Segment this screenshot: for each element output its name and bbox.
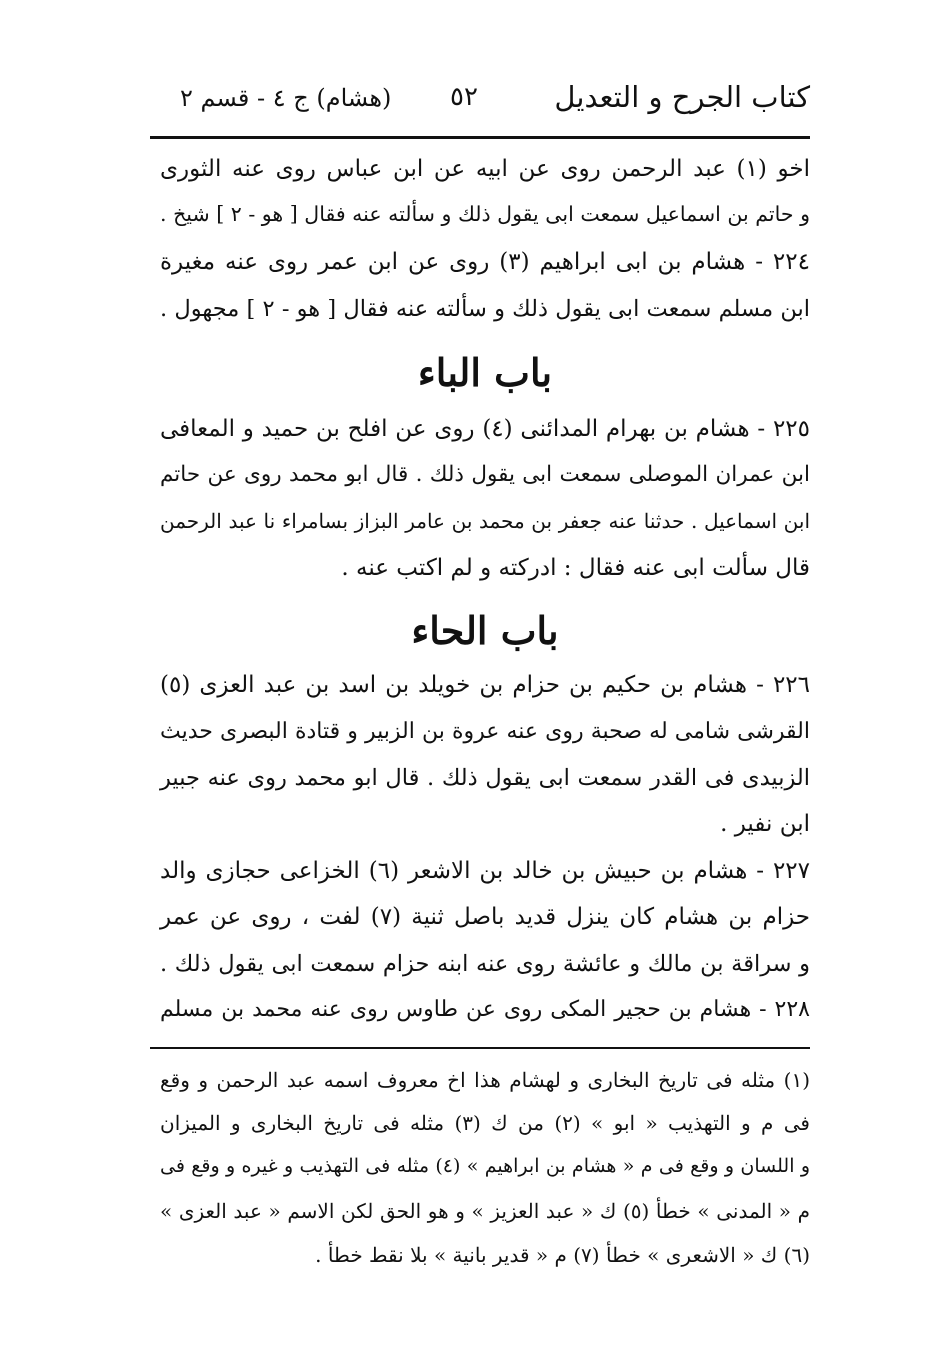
footnote-line: م « المدنى » خطأ (٥) ك « عبد العزيز » و هو الحق لكن الاسم « عبد العزى » xyxy=(160,1199,810,1223)
text-line: قال سألت ابى عنه فقال : ادركته و لم اكتب عنه . xyxy=(341,555,810,581)
text-line: ابن اسماعيل . حدثنا عنه جعفر بن محمد بن عامر البزاز بسامراء نا عبد الرحمن xyxy=(160,509,810,533)
section-heading-ha: باب الحاء xyxy=(411,608,559,653)
footnote-line: فى م و التهذيب « ابو » (٢) من ك (٣) مثله فى تاريخ البخارى و الميزان xyxy=(160,1111,810,1135)
entry-224: ٢٢٤ - هشام بن ابى ابراهيم (٣) روى عن ابن عمر روى عنه مغيرة xyxy=(160,249,810,275)
footnote-divider xyxy=(150,1047,810,1049)
text-line: و سراقة بن مالك و عائشة روى عنه ابنه حزام سمعت ابى يقول ذلك . xyxy=(160,951,810,977)
text-line: ابن مسلم سمعت ابى يقول ذلك و سألته عنه فقال [ هو - ٢ ] مجهول . xyxy=(160,296,810,322)
entry-226: ٢٢٦ - هشام بن حكيم بن حزام بن خويلد بن اسد بن عبد العزى (٥) xyxy=(160,672,810,698)
entry-227: ٢٢٧ - هشام بن حبيش بن خالد بن الاشعر (٦) الخزاعى حجازى والد xyxy=(160,858,810,884)
book-title: كتاب الجرح و التعديل xyxy=(554,80,810,114)
text-line: حزام بن هشام كان ينزل قديد باصل ثنية (٧) لفت ، روى عن عمر xyxy=(160,904,810,930)
text-line: ابن عمران الموصلى سمعت ابى يقول ذلك . قال ابو محمد روى عن حاتم xyxy=(160,462,810,487)
page-number: ٥٢ xyxy=(450,82,478,112)
text-line: القرشى شامى له صحبة روى عنه عروة بن الزبير و قتادة البصرى حديث xyxy=(160,719,810,744)
section-heading-ba: باب الباء xyxy=(417,350,553,395)
running-header xyxy=(150,70,810,130)
volume-label: (هشام) ج ٤ - قسم ٢ xyxy=(180,84,392,112)
text-line: اخو (١) عبد الرحمن روى عن ابيه عن ابن عباس روى عنه الثورى xyxy=(160,156,810,182)
entry-225: ٢٢٥ - هشام بن بهرام المدائنى (٤) روى عن افلح بن حميد و المعافى xyxy=(160,416,810,442)
text-line: ابن نفير . xyxy=(720,811,810,837)
header-divider xyxy=(150,136,810,139)
text-line: و حاتم بن اسماعيل سمعت ابى يقول ذلك و سألته عنه فقال [ هو - ٢ ] شيخ . xyxy=(160,202,810,226)
footnote-line: و اللسان و وقع فى م « هشام بن ابراهيم » (٤) مثله فى التهذيب و غيره و وقع فى xyxy=(160,1155,810,1177)
entry-228: ٢٢٨ - هشام بن حجير المكى روى عن طاوس روى عنه محمد بن مسلم xyxy=(160,997,810,1022)
footnote-line: (٦) ك « الاشعرى » خطأ (٧) م « قدير بانية » بلا نقط خطأ . xyxy=(315,1243,810,1267)
text-line: الزبيدى فى القدر سمعت ابى يقول ذلك . قال ابو محمد روى عنه جبير xyxy=(160,765,810,791)
footnote-line: (١) مثله فى تاريخ البخارى و لهشام هذا اخ معروف اسمه عبد الرحمن و وقع xyxy=(160,1068,810,1092)
